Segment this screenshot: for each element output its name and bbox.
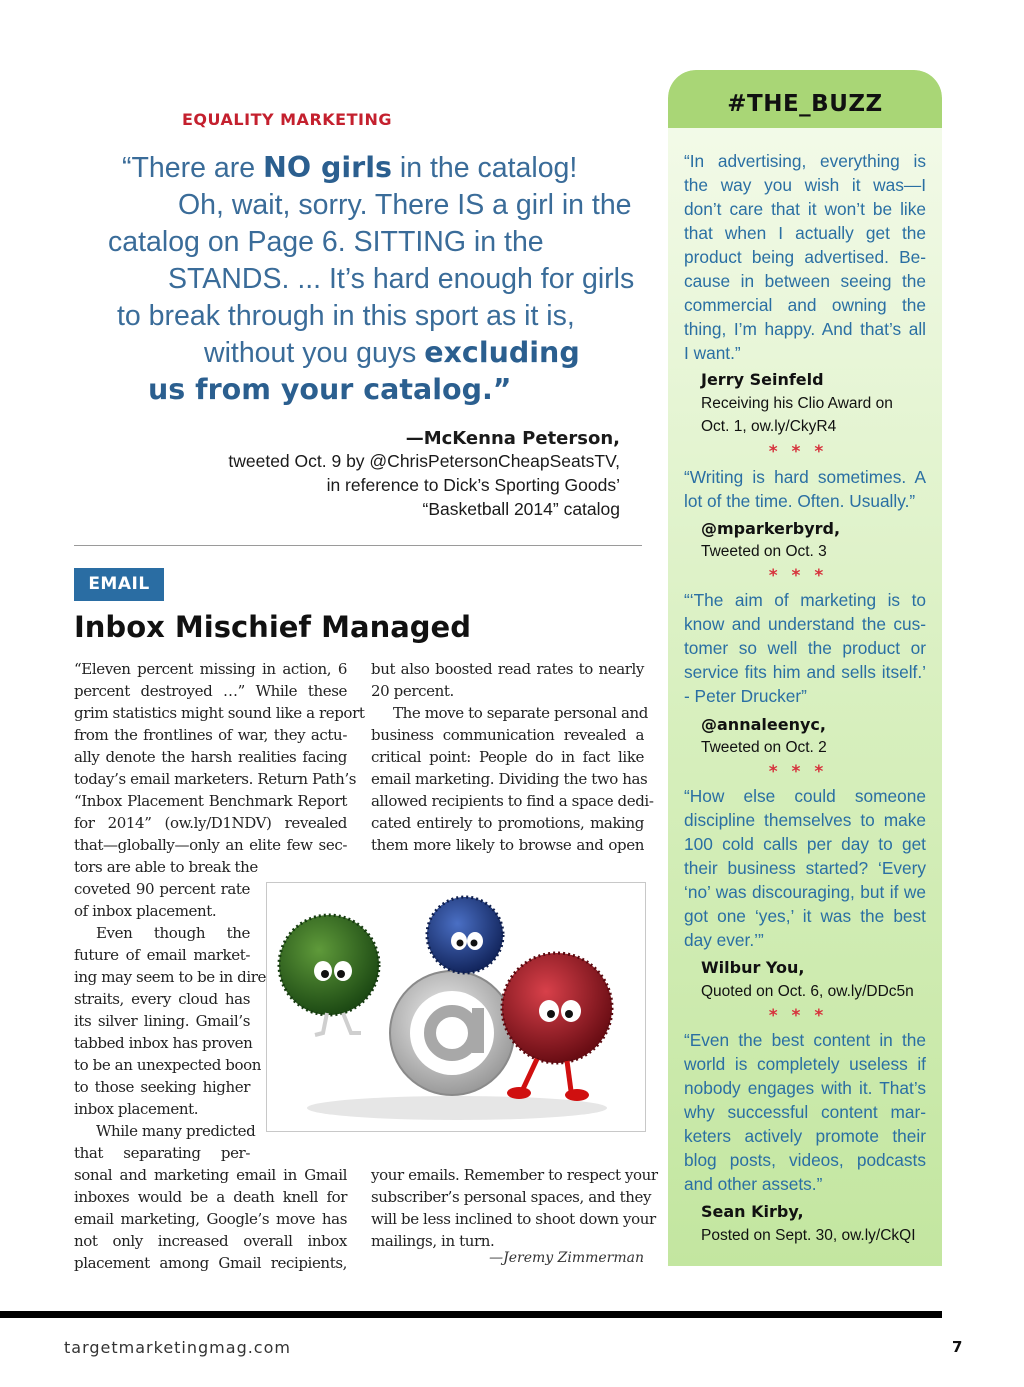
red-fuzzy-creature bbox=[502, 953, 612, 1101]
section-divider bbox=[74, 545, 642, 546]
page-number: 7 bbox=[952, 1338, 963, 1356]
article-line: critical point: People do in fact like bbox=[371, 748, 644, 766]
buzz-quote bbox=[684, 149, 926, 365]
article-line: While many predicted bbox=[96, 1122, 256, 1140]
section-kicker-equality-marketing: EQUALITY MARKETING bbox=[182, 110, 392, 129]
article-line: subscriber’s personal spaces, and they bbox=[371, 1188, 652, 1206]
article-line: future of email market- bbox=[74, 946, 250, 964]
quote-line: STANDS. ... It’s hard enough for girls bbox=[168, 263, 635, 295]
buzz-quote-line: “In advertising, everything is bbox=[684, 151, 926, 171]
quote-line: “There are NO girls in the catalog! bbox=[122, 151, 578, 184]
buzz-header bbox=[668, 70, 942, 128]
buzz-quote-line: why successful content mar- bbox=[684, 1102, 926, 1122]
article-line: “Eleven percent missing in action, 6 bbox=[74, 660, 347, 678]
buzz-quote-line: tomer so well the product or bbox=[684, 638, 926, 658]
quote-line: without you guys excluding bbox=[204, 336, 580, 369]
buzz-title: #THE_BUZZ bbox=[727, 91, 883, 117]
buzz-author-desc: Quoted on Oct. 6, ow.ly/DDc5n bbox=[701, 983, 914, 1000]
buzz-quote-line: “Even the best content in the bbox=[684, 1030, 926, 1050]
buzz-quote bbox=[684, 784, 926, 952]
blue-fuzzy-creature bbox=[427, 897, 503, 973]
buzz-quote-line: nobody engages with it. That’s bbox=[684, 1078, 926, 1098]
article-line: Even though the bbox=[96, 924, 250, 942]
footer-rule bbox=[0, 1311, 942, 1318]
buzz-quote-line: service fits him and sells itself.’ bbox=[684, 662, 926, 682]
section-kicker-email: EMAIL bbox=[74, 568, 164, 601]
buzz-quote-line: the way you wish it was—I bbox=[684, 175, 926, 195]
article-headline: Inbox Mischief Managed bbox=[74, 610, 471, 644]
buzz-quote-line: their business started? ‘Every bbox=[684, 858, 926, 878]
attribution-line: in reference to Dick’s Sporting Goods’ bbox=[326, 475, 620, 495]
buzz-quote-line: and other assets.” bbox=[684, 1174, 823, 1194]
buzz-author-desc: Tweeted on Oct. 2 bbox=[701, 739, 827, 756]
buzz-quote-line: I want.” bbox=[684, 343, 741, 363]
buzz-quote-line: that when I actually get the bbox=[684, 223, 926, 243]
footer-site: targetmarketingmag.com bbox=[64, 1338, 291, 1357]
article-line: inbox placement. bbox=[74, 1100, 199, 1118]
buzz-separator: * * * bbox=[768, 442, 828, 462]
article-column-narrow bbox=[74, 856, 267, 1164]
attribution-line: “Basketball 2014” catalog bbox=[422, 499, 620, 519]
article-line: to those seeking higher bbox=[74, 1078, 250, 1096]
article-line: coveted 90 percent rate bbox=[74, 880, 250, 898]
article-line: of inbox placement. bbox=[74, 902, 217, 920]
quote-attribution bbox=[228, 428, 620, 521]
buzz-quote-line: product being advertised. Be- bbox=[684, 247, 926, 267]
article-line: will be less inclined to shoot down your bbox=[371, 1210, 656, 1228]
article-line: The move to separate personal and bbox=[393, 704, 648, 722]
quote-line: Oh, wait, sorry. There IS a girl in the bbox=[178, 189, 632, 221]
buzz-quote-line: “Writing is hard sometimes. A bbox=[684, 467, 926, 487]
article-line: grim statistics might sound like a report bbox=[74, 704, 365, 722]
article-line: business communication revealed a bbox=[371, 726, 644, 744]
buzz-author-desc: Posted on Sept. 30, ow.ly/CkQI bbox=[701, 1227, 916, 1244]
fuzzy-email-creatures-illustration bbox=[267, 883, 645, 1131]
article-illustration bbox=[266, 882, 646, 1132]
buzz-author-name: Sean Kirby, bbox=[701, 1202, 804, 1221]
buzz-author-desc: Receiving his Clio Award on Oct. 1, ow.ly/CkyR4 bbox=[701, 395, 893, 435]
article-line: percent destroyed …” While these bbox=[74, 682, 347, 700]
article-line: but also boosted read rates to nearly bbox=[371, 660, 644, 678]
buzz-quote bbox=[684, 588, 926, 708]
article-line: tors are able to break the bbox=[74, 858, 258, 876]
buzz-quote-line: cause in between seeing the bbox=[684, 271, 926, 291]
quote-line: catalog on Page 6. SITTING in the bbox=[108, 226, 544, 258]
buzz-separator: * * * bbox=[768, 566, 828, 586]
quote-line: us from your catalog.” bbox=[148, 373, 512, 406]
buzz-author-name: @annaleenyc, bbox=[701, 715, 826, 734]
buzz-author-name: Jerry Seinfeld bbox=[701, 370, 824, 389]
article-column bbox=[74, 658, 365, 856]
buzz-quote bbox=[684, 1028, 926, 1196]
buzz-quote-line: “How else could someone bbox=[684, 786, 926, 806]
buzz-quote-line: blog posts, videos, podcasts bbox=[684, 1150, 926, 1170]
buzz-quote-line: commercial and owning the bbox=[684, 295, 926, 315]
article-byline: —Jeremy Zimmerman bbox=[489, 1250, 644, 1266]
buzz-separator: * * * bbox=[768, 1006, 828, 1026]
article-line: from the frontlines of war, they actu- bbox=[74, 726, 347, 744]
buzz-quote-line: discipline themselves to make bbox=[684, 810, 926, 830]
article-line: to be an unexpected boon bbox=[74, 1056, 261, 1074]
article-line: “Inbox Placement Benchmark Report bbox=[74, 792, 347, 810]
buzz-quote-line: don’t care that it won’t be like bbox=[684, 199, 926, 219]
article-line: email marketing, Google’s move has bbox=[74, 1210, 347, 1228]
buzz-quote-line: know and understand the cus- bbox=[684, 614, 926, 634]
article-line: for 2014” (ow.ly/D1NDV) revealed bbox=[74, 814, 347, 832]
article-line: email marketing. Dividing the two has bbox=[371, 770, 648, 788]
article-column bbox=[74, 1164, 347, 1274]
article-line: its silver lining. Gmail’s bbox=[74, 1012, 250, 1030]
buzz-quote-line: thing, I’m happy. And that’s all bbox=[684, 319, 926, 339]
buzz-quote-line: world is completely useless if bbox=[684, 1054, 926, 1074]
at-symbol-icon bbox=[390, 971, 514, 1095]
article-line: that—globally—only an elite few sec- bbox=[74, 836, 347, 854]
article-line: your emails. Remember to respect your bbox=[371, 1166, 658, 1184]
article-line: them more likely to browse and open bbox=[371, 836, 644, 854]
article-column bbox=[371, 658, 654, 856]
article-line: cated entirely to promotions, making bbox=[371, 814, 644, 832]
article-line: allowed recipients to find a space dedi- bbox=[371, 792, 654, 810]
article-line: inboxes would be a death knell for bbox=[74, 1188, 347, 1206]
green-fuzzy-creature bbox=[279, 915, 379, 1035]
buzz-author-name: @mparkerbyrd, bbox=[701, 519, 841, 538]
attribution-line: tweeted Oct. 9 by @ChrisPetersonCheapSeatsTV, bbox=[228, 451, 620, 471]
article-line: straits, every cloud has bbox=[74, 990, 250, 1008]
quote-line: to break through in this sport as it is, bbox=[117, 300, 575, 332]
article-line: placement among Gmail recipients, bbox=[74, 1254, 347, 1272]
article-line: mailings, in turn. bbox=[371, 1232, 495, 1250]
article-line: sonal and marketing email in Gmail bbox=[74, 1166, 347, 1184]
buzz-quote-line: lot of the time. Often. Usually.” bbox=[684, 491, 916, 511]
article-line: not only increased overall inbox bbox=[74, 1232, 347, 1250]
buzz-author-name: Wilbur You, bbox=[701, 958, 805, 977]
article-line: tabbed inbox has proven bbox=[74, 1034, 253, 1052]
article-line: ing may seem to be in dire bbox=[74, 968, 267, 986]
article-line: ally denote the harsh realities facing bbox=[74, 748, 347, 766]
buzz-quote-line: ‘no’ was discouraging, but if we bbox=[684, 882, 926, 902]
article-column bbox=[371, 1164, 658, 1252]
buzz-quote bbox=[684, 465, 926, 513]
buzz-separator: * * * bbox=[768, 762, 828, 782]
buzz-quote-line: got one ‘yes,’ it was the best bbox=[684, 906, 926, 926]
article-line: that separating per- bbox=[74, 1144, 250, 1162]
buzz-author-desc: Tweeted on Oct. 3 bbox=[701, 543, 827, 560]
buzz-quote-line: keters actively promote their bbox=[684, 1126, 926, 1146]
article-line: 20 percent. bbox=[371, 682, 454, 700]
buzz-quote-line: - Peter Drucker” bbox=[684, 686, 807, 706]
buzz-quote-line: “‘The aim of marketing is to bbox=[684, 590, 926, 610]
buzz-quote-line: 100 cold calls per day to get bbox=[684, 834, 926, 854]
buzz-quote-line: day ever.’” bbox=[684, 930, 764, 950]
article-line: today’s email marketers. Return Path’s bbox=[74, 770, 357, 788]
buzz-sidebar bbox=[668, 70, 942, 1266]
attribution-name: —McKenna Peterson, bbox=[405, 428, 620, 449]
